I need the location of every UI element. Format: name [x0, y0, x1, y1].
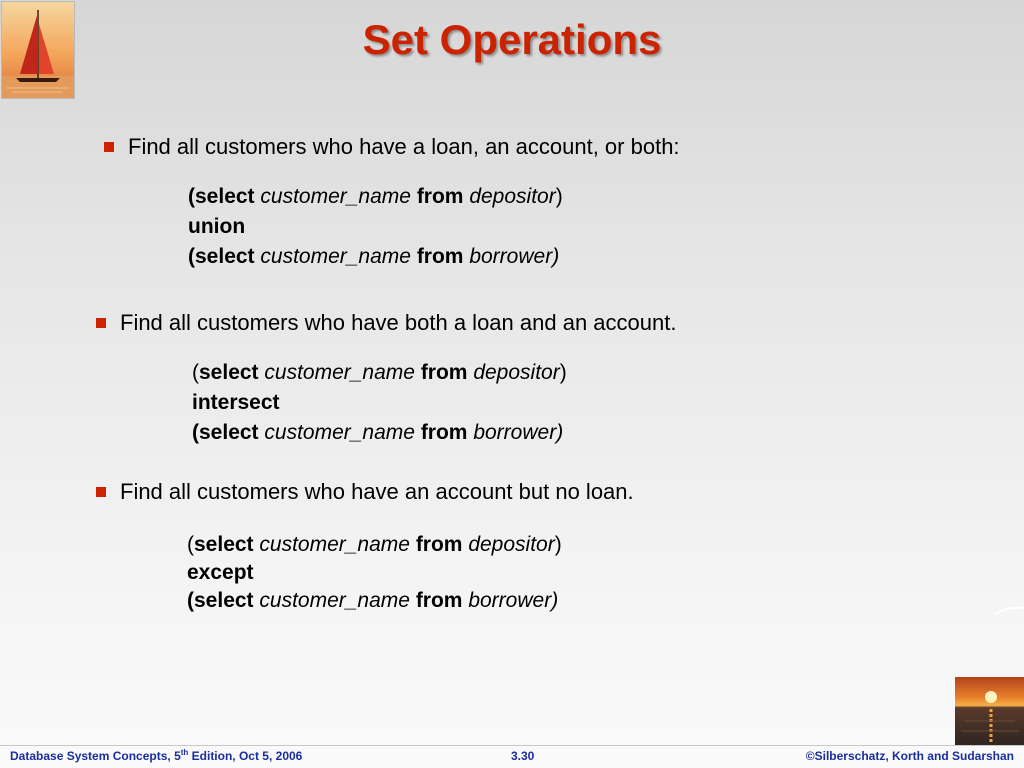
- bullet-text-1: Find all customers who have a loan, an account, or both:: [128, 134, 680, 159]
- footer-page-number: 3.30: [511, 749, 535, 763]
- square-bullet-icon: [96, 318, 106, 328]
- query-line: (select customer_name from borrower): [188, 245, 560, 268]
- sql-query-union: [188, 182, 563, 272]
- square-bullet-icon: [96, 487, 106, 497]
- query-line: (select customer_name from depositor): [192, 361, 567, 384]
- slide-title: Set Operations: [362, 16, 662, 63]
- set-operator: union: [188, 215, 246, 238]
- footer-copyright: ©Silberschatz, Korth and Sudarshan: [805, 749, 1014, 763]
- sql-query-intersect: [192, 358, 567, 448]
- query-line: (select customer_name from borrower): [187, 589, 559, 612]
- sql-query-except: [187, 531, 562, 615]
- set-operator: except: [187, 561, 254, 584]
- bullet-item-1: [104, 134, 680, 160]
- query-line: (select customer_name from depositor): [188, 185, 563, 208]
- bullet-item-3: [96, 479, 634, 505]
- sunset-logo: [955, 677, 1024, 745]
- decorative-curve: [995, 604, 1024, 616]
- bullet-item-2: [96, 310, 676, 336]
- square-bullet-icon: [104, 142, 114, 152]
- bullet-text-3: Find all customers who have an account but no loan.: [120, 479, 634, 504]
- bullet-text-2: Find all customers who have both a loan and an account.: [120, 310, 677, 335]
- query-line: (select customer_name from borrower): [192, 421, 564, 444]
- set-operator: intersect: [192, 391, 280, 414]
- query-line: (select customer_name from depositor): [187, 533, 562, 556]
- footer-left: Database System Concepts, 5th Edition, Oct 5, 2006: [10, 748, 303, 763]
